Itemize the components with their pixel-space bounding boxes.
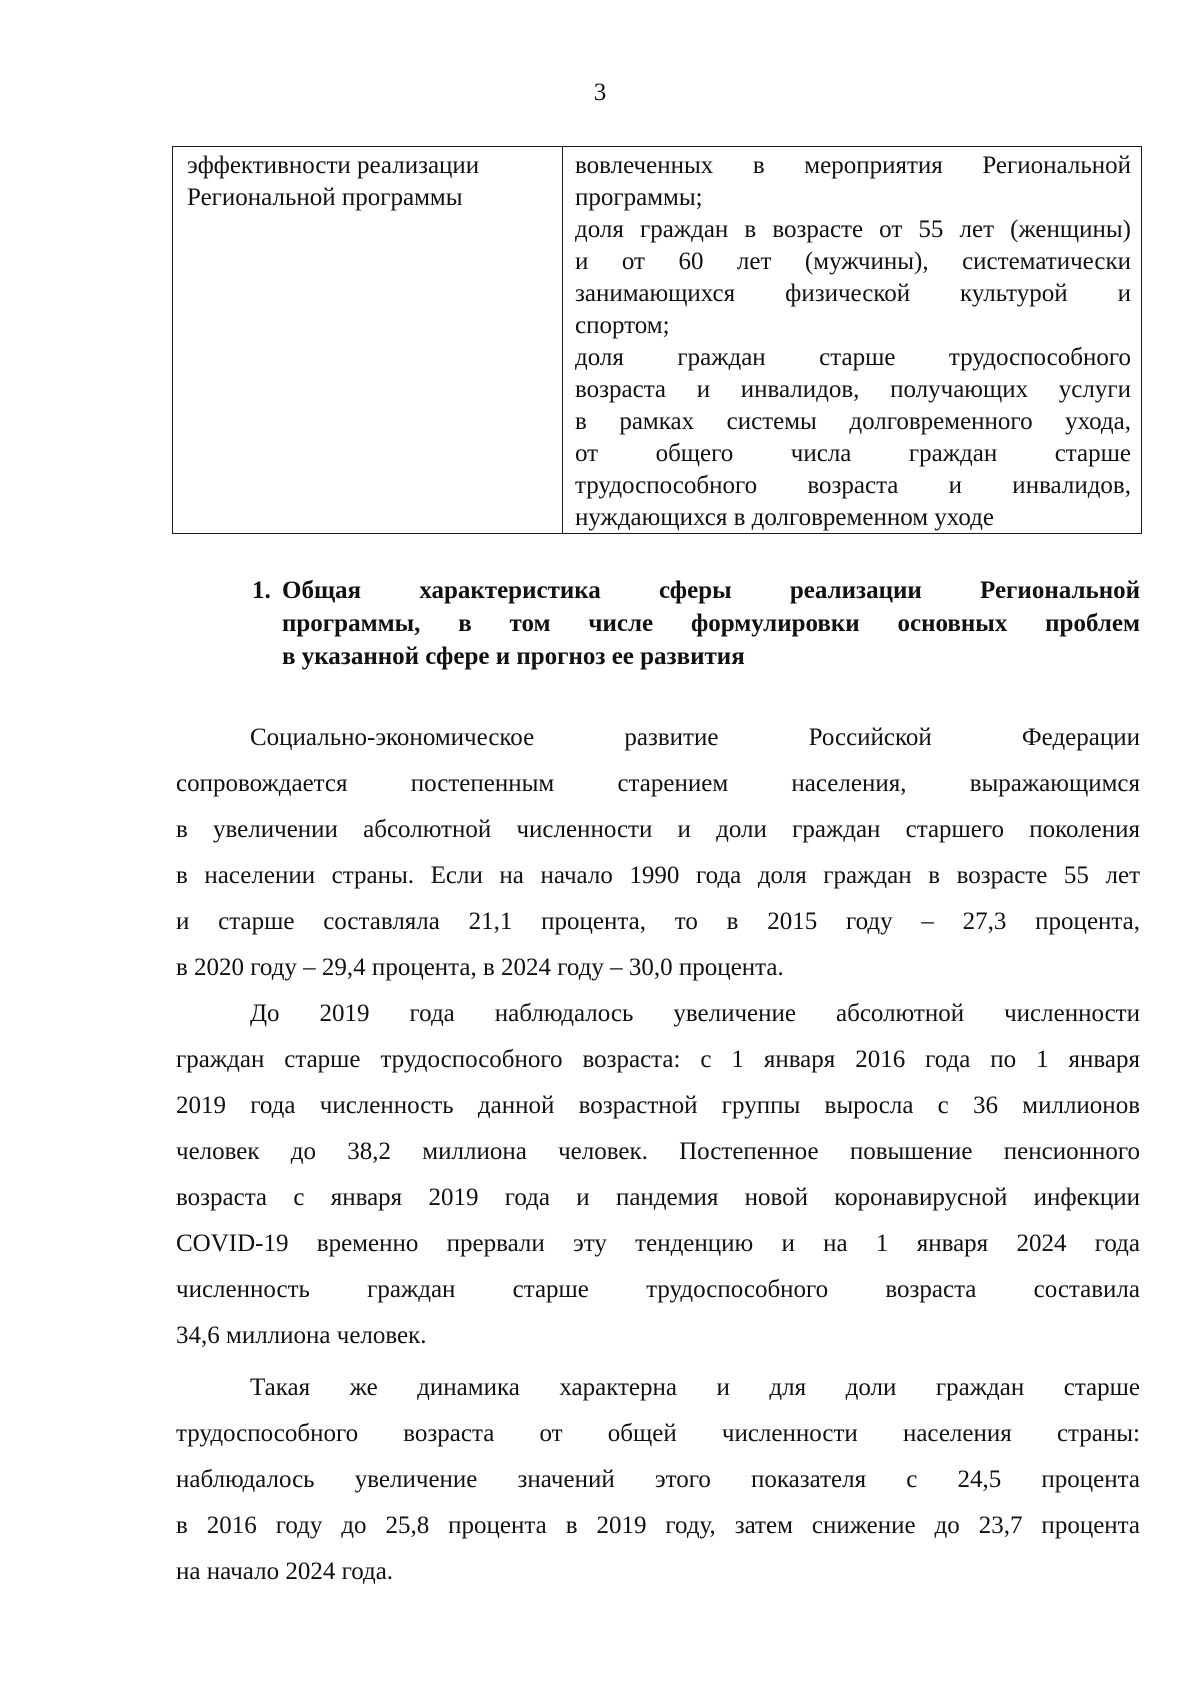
paragraph <box>176 991 1140 1359</box>
table-right-line: спортом; <box>575 312 670 339</box>
table-right-line: занимающихся физической культурой и <box>575 280 1131 307</box>
section-title-line: в указанной сфере и прогноз ее развития <box>282 643 745 670</box>
paragraph-line: численность граждан старше трудоспособного возраста составила <box>176 1276 1140 1303</box>
table-right-line: вовлеченных в мероприятия Региональной <box>575 152 1131 179</box>
paragraph-line: в 2016 году до 25,8 процента в 2019 году, затем снижение до 23,7 процента <box>176 1512 1140 1539</box>
paragraph-line: трудоспособного возраста от общей численности населения страны: <box>176 1420 1140 1447</box>
table-right-line: доля граждан в возрасте от 55 лет (женщины) <box>575 216 1131 243</box>
paragraph <box>176 715 1140 991</box>
paragraph-line: 34,6 миллиона человек. <box>176 1322 427 1349</box>
paragraph <box>176 1365 1140 1595</box>
body-text <box>176 715 1140 1595</box>
paragraph-line: Такая же динамика характерна и для доли граждан старше <box>250 1374 1140 1401</box>
section-title-line: Общая характеристика сферы реализации Региональной <box>282 577 1140 604</box>
paragraph-line: До 2019 года наблюдалось увеличение абсолютной численности <box>250 1000 1140 1027</box>
goals-table <box>172 146 1142 534</box>
paragraph-line: возраста с января 2019 года и пандемия новой коронавирусной инфекции <box>176 1184 1140 1211</box>
paragraph-line: Социально-экономическое развитие Российской Федерации <box>250 724 1140 751</box>
table-right-line: трудоспособного возраста и инвалидов, <box>575 472 1131 499</box>
table-right-cell <box>563 147 1141 533</box>
paragraph-line: человек до 38,2 миллиона человек. Постепенное повышение пенсионного <box>176 1138 1140 1165</box>
table-left-cell <box>173 147 563 533</box>
paragraph-line: на начало 2024 года. <box>176 1558 394 1585</box>
table-right-line: нуждающихся в долговременном уходе <box>575 504 994 531</box>
section-heading <box>252 574 1140 673</box>
paragraph-line: сопровождается постепенным старением населения, выражающимся <box>176 770 1140 797</box>
table-right-line: в рамках системы долговременного ухода, <box>575 408 1131 435</box>
paragraph-line: и старше составляла 21,1 процента, то в 2015 году – 27,3 процента, <box>176 908 1140 935</box>
paragraph-line: в 2020 году – 29,4 процента, в 2024 году – 30,0 процента. <box>176 954 784 981</box>
paragraph-line: в населении страны. Если на начало 1990 года доля граждан в возрасте 55 лет <box>176 862 1140 889</box>
page-number: 3 <box>593 79 607 106</box>
section-title-line: программы, в том числе формулировки основных проблем <box>282 610 1140 637</box>
table-right-line: программы; <box>575 184 703 211</box>
table-left-line: эффективности реализации <box>187 152 480 179</box>
table-right-line: и от 60 лет (мужчины), систематически <box>575 248 1131 275</box>
paragraph-line: наблюдалось увеличение значений этого показателя с 24,5 процента <box>176 1466 1140 1493</box>
table-right-line: возраста и инвалидов, получающих услуги <box>575 376 1131 403</box>
table-right-line: от общего числа граждан старше <box>575 440 1131 467</box>
paragraph-line: 2019 года численность данной возрастной группы выросла с 36 миллионов <box>176 1092 1140 1119</box>
paragraph-line: в увеличении абсолютной численности и доли граждан старшего поколения <box>176 816 1140 843</box>
table-left-line: Региональной программы <box>187 184 463 211</box>
paragraph-line: COVID-19 временно прервали эту тенденцию и на 1 января 2024 года <box>176 1230 1140 1257</box>
section-number: 1. <box>252 577 271 604</box>
table-right-line: доля граждан старше трудоспособного <box>575 344 1131 371</box>
paragraph-line: граждан старше трудоспособного возраста: с 1 января 2016 года по 1 января <box>176 1046 1140 1073</box>
